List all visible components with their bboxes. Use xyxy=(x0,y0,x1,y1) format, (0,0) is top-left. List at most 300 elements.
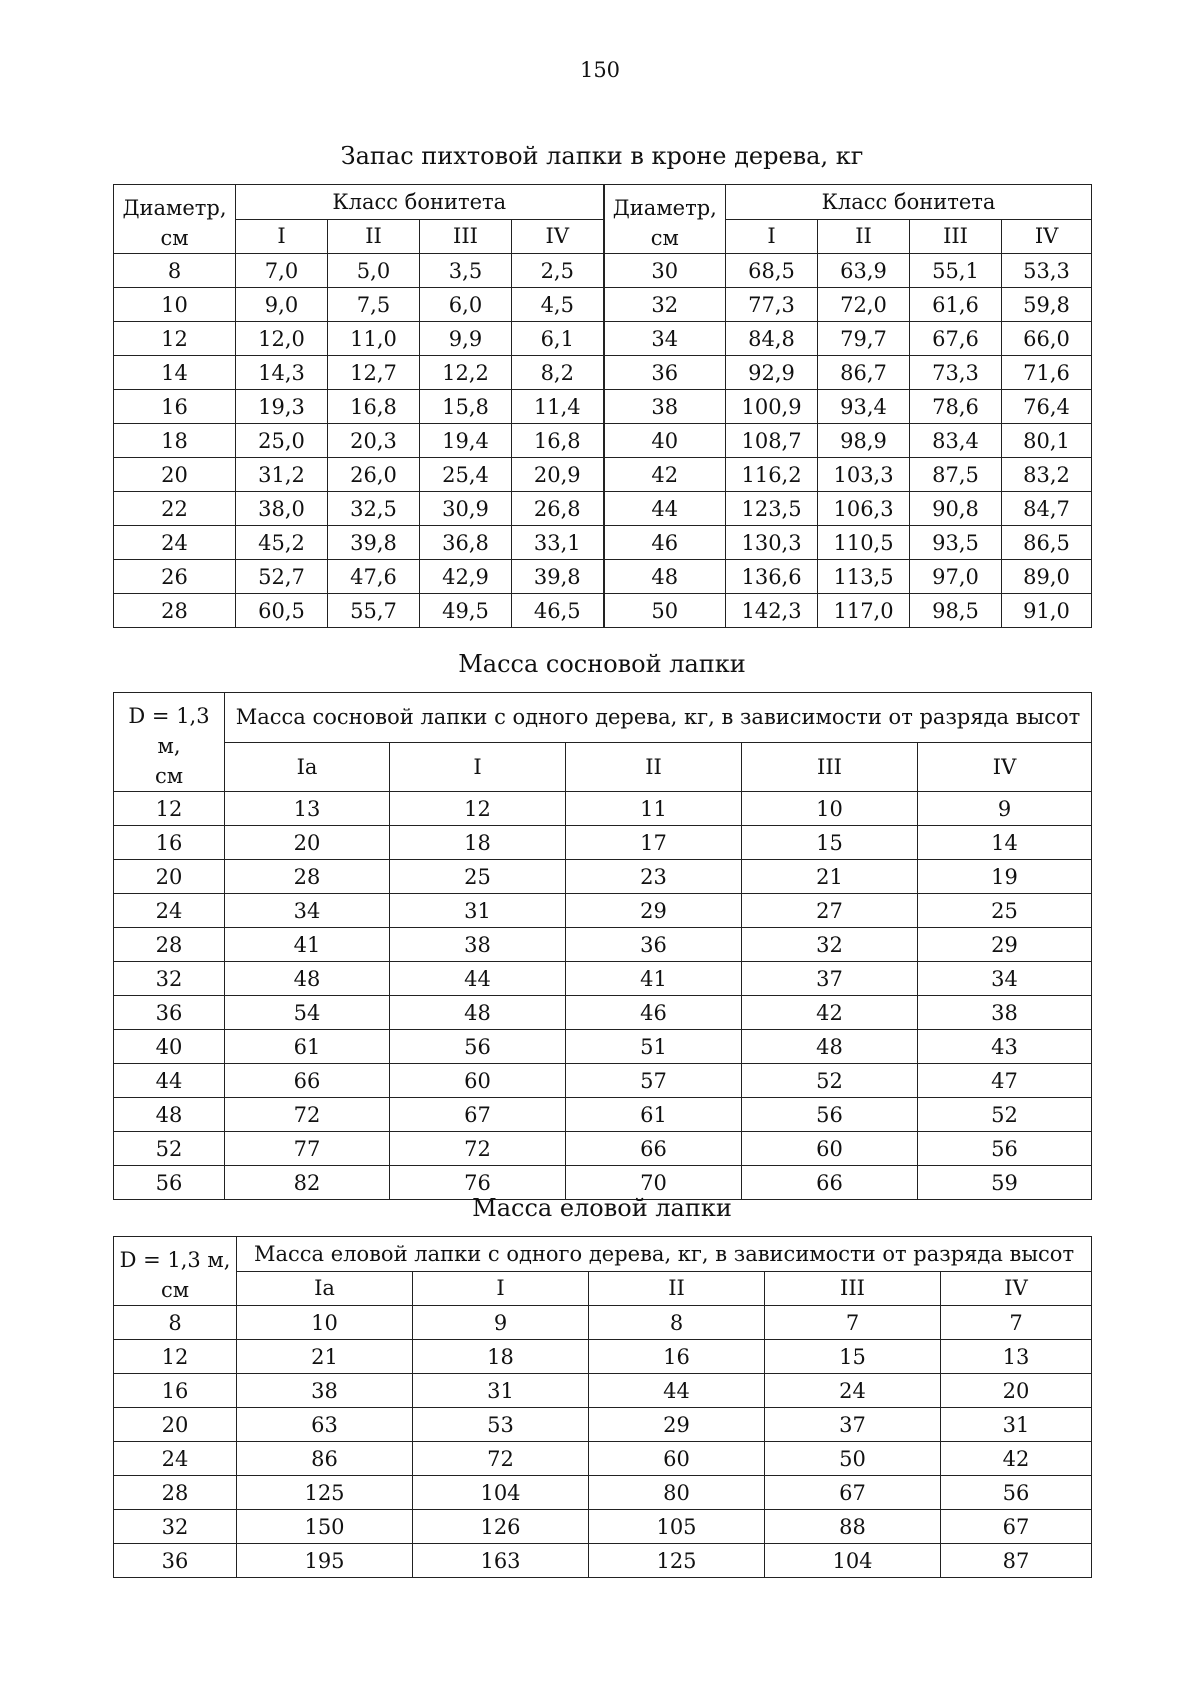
value-cell: 29 xyxy=(566,894,742,928)
diameter-cell: 44 xyxy=(604,492,726,526)
diameter-cell: 32 xyxy=(114,1510,237,1544)
value-cell: 50 xyxy=(765,1442,941,1476)
value-cell: 56 xyxy=(390,1030,566,1064)
value-cell: 56 xyxy=(742,1098,918,1132)
diameter-cell: 46 xyxy=(604,526,726,560)
fir-diameter-unit-left: см xyxy=(160,226,189,250)
value-cell: 91,0 xyxy=(1002,594,1092,628)
table-row xyxy=(114,1544,1092,1578)
value-cell: 12,0 xyxy=(236,322,328,356)
fir-class-header-left: Класс бонитета xyxy=(236,185,604,220)
spruce-mass-header: Масса еловой лапки с одного дерева, кг, в зависимости от разряда высот xyxy=(237,1237,1092,1272)
diameter-cell: 32 xyxy=(114,962,225,996)
value-cell: 126 xyxy=(413,1510,589,1544)
table-row xyxy=(114,356,1092,390)
diameter-cell: 24 xyxy=(114,526,236,560)
diameter-cell: 16 xyxy=(114,390,236,424)
value-cell: 103,3 xyxy=(818,458,910,492)
value-cell: 7,0 xyxy=(236,254,328,288)
value-cell: 27 xyxy=(742,894,918,928)
value-cell: 104 xyxy=(765,1544,941,1578)
value-cell: 67,6 xyxy=(910,322,1002,356)
value-cell: 3,5 xyxy=(420,254,512,288)
table-row xyxy=(114,1510,1092,1544)
value-cell: 110,5 xyxy=(818,526,910,560)
value-cell: 44 xyxy=(589,1374,765,1408)
value-cell: 15 xyxy=(742,826,918,860)
diameter-cell: 24 xyxy=(114,1442,237,1476)
value-cell: 13 xyxy=(225,792,390,826)
value-cell: 25,0 xyxy=(236,424,328,458)
fir-class-col: I xyxy=(236,219,328,254)
value-cell: 9,9 xyxy=(420,322,512,356)
fir-diameter-label-left: Диаметр, xyxy=(122,196,227,220)
diameter-cell: 8 xyxy=(114,254,236,288)
value-cell: 83,2 xyxy=(1002,458,1092,492)
value-cell: 12 xyxy=(390,792,566,826)
value-cell: 11,4 xyxy=(512,390,604,424)
value-cell: 86 xyxy=(237,1442,413,1476)
value-cell: 61 xyxy=(225,1030,390,1064)
value-cell: 93,5 xyxy=(910,526,1002,560)
value-cell: 19,3 xyxy=(236,390,328,424)
value-cell: 76 xyxy=(390,1166,566,1200)
table-row xyxy=(114,594,1092,628)
value-cell: 38,0 xyxy=(236,492,328,526)
diameter-cell: 56 xyxy=(114,1166,225,1200)
value-cell: 113,5 xyxy=(818,560,910,594)
diameter-cell: 28 xyxy=(114,594,236,628)
value-cell: 23 xyxy=(566,860,742,894)
value-cell: 84,7 xyxy=(1002,492,1092,526)
value-cell: 37 xyxy=(742,962,918,996)
value-cell: 63 xyxy=(237,1408,413,1442)
value-cell: 29 xyxy=(918,928,1092,962)
value-cell: 24 xyxy=(765,1374,941,1408)
value-cell: 42,9 xyxy=(420,560,512,594)
value-cell: 31 xyxy=(413,1374,589,1408)
value-cell: 52 xyxy=(742,1064,918,1098)
fir-class-col: III xyxy=(910,219,1002,254)
value-cell: 46 xyxy=(566,996,742,1030)
value-cell: 80,1 xyxy=(1002,424,1092,458)
value-cell: 31 xyxy=(941,1408,1092,1442)
value-cell: 18 xyxy=(413,1340,589,1374)
diameter-cell: 12 xyxy=(114,322,236,356)
value-cell: 33,1 xyxy=(512,526,604,560)
value-cell: 32,5 xyxy=(328,492,420,526)
value-cell: 25 xyxy=(390,860,566,894)
value-cell: 36 xyxy=(566,928,742,962)
value-cell: 21 xyxy=(742,860,918,894)
value-cell: 17 xyxy=(566,826,742,860)
value-cell: 70 xyxy=(566,1166,742,1200)
value-cell: 10 xyxy=(237,1306,413,1340)
table-row xyxy=(114,1374,1092,1408)
value-cell: 38 xyxy=(237,1374,413,1408)
pine-diameter-unit: см xyxy=(154,764,184,788)
value-cell: 6,0 xyxy=(420,288,512,322)
value-cell: 42 xyxy=(941,1442,1092,1476)
table-row xyxy=(114,322,1092,356)
value-cell: 16,8 xyxy=(328,390,420,424)
table-row xyxy=(114,1340,1092,1374)
value-cell: 77 xyxy=(225,1132,390,1166)
diameter-cell: 48 xyxy=(114,1098,225,1132)
diameter-cell: 42 xyxy=(604,458,726,492)
value-cell: 9 xyxy=(918,792,1092,826)
spruce-diameter-unit: см xyxy=(160,1278,190,1302)
table-row xyxy=(114,962,1092,996)
spruce-grade-col: Ia xyxy=(237,1271,413,1306)
table-row xyxy=(114,1476,1092,1510)
value-cell: 48 xyxy=(390,996,566,1030)
value-cell: 76,4 xyxy=(1002,390,1092,424)
value-cell: 7,5 xyxy=(328,288,420,322)
value-cell: 55,7 xyxy=(328,594,420,628)
value-cell: 86,5 xyxy=(1002,526,1092,560)
spruce-grade-col: II xyxy=(589,1271,765,1306)
value-cell: 18 xyxy=(390,826,566,860)
fir-class-col: IV xyxy=(1002,219,1092,254)
value-cell: 8,2 xyxy=(512,356,604,390)
value-cell: 41 xyxy=(225,928,390,962)
fir-diameter-header-left xyxy=(114,185,236,254)
value-cell: 52 xyxy=(918,1098,1092,1132)
value-cell: 41 xyxy=(566,962,742,996)
fir-class-col: IV xyxy=(512,219,604,254)
value-cell: 47,6 xyxy=(328,560,420,594)
value-cell: 31,2 xyxy=(236,458,328,492)
value-cell: 56 xyxy=(941,1476,1092,1510)
value-cell: 8 xyxy=(589,1306,765,1340)
value-cell: 89,0 xyxy=(1002,560,1092,594)
table-row xyxy=(114,1442,1092,1476)
diameter-cell: 14 xyxy=(114,356,236,390)
value-cell: 25,4 xyxy=(420,458,512,492)
value-cell: 16,8 xyxy=(512,424,604,458)
value-cell: 14,3 xyxy=(236,356,328,390)
value-cell: 29 xyxy=(589,1408,765,1442)
value-cell: 63,9 xyxy=(818,254,910,288)
fir-table-title: Запас пихтовой лапки в кроне дерева, кг xyxy=(340,142,864,170)
diameter-cell: 28 xyxy=(114,1476,237,1510)
value-cell: 39,8 xyxy=(328,526,420,560)
value-cell: 163 xyxy=(413,1544,589,1578)
value-cell: 66 xyxy=(566,1132,742,1166)
diameter-cell: 8 xyxy=(114,1306,237,1340)
value-cell: 117,0 xyxy=(818,594,910,628)
spruce-grade-col: IV xyxy=(941,1271,1092,1306)
value-cell: 93,4 xyxy=(818,390,910,424)
table-row xyxy=(114,860,1092,894)
value-cell: 59 xyxy=(918,1166,1092,1200)
value-cell: 116,2 xyxy=(726,458,818,492)
diameter-cell: 40 xyxy=(604,424,726,458)
value-cell: 51 xyxy=(566,1030,742,1064)
value-cell: 72 xyxy=(225,1098,390,1132)
pine-table-title: Масса сосновой лапки xyxy=(458,650,746,678)
value-cell: 45,2 xyxy=(236,526,328,560)
value-cell: 72,0 xyxy=(818,288,910,322)
value-cell: 61 xyxy=(566,1098,742,1132)
value-cell: 83,4 xyxy=(910,424,1002,458)
value-cell: 13 xyxy=(941,1340,1092,1374)
fir-diameter-label-right: Диаметр, xyxy=(612,196,717,220)
table-row xyxy=(114,288,1092,322)
diameter-cell: 18 xyxy=(114,424,236,458)
page-number: 150 xyxy=(579,58,621,82)
fir-diameter-unit-right: см xyxy=(650,226,679,250)
value-cell: 20 xyxy=(941,1374,1092,1408)
value-cell: 71,6 xyxy=(1002,356,1092,390)
value-cell: 11,0 xyxy=(328,322,420,356)
value-cell: 72 xyxy=(390,1132,566,1166)
value-cell: 5,0 xyxy=(328,254,420,288)
diameter-cell: 30 xyxy=(604,254,726,288)
value-cell: 32 xyxy=(742,928,918,962)
value-cell: 52,7 xyxy=(236,560,328,594)
diameter-cell: 36 xyxy=(604,356,726,390)
value-cell: 108,7 xyxy=(726,424,818,458)
value-cell: 79,7 xyxy=(818,322,910,356)
value-cell: 195 xyxy=(237,1544,413,1578)
table-row xyxy=(114,894,1092,928)
pine-grade-col: II xyxy=(566,742,742,792)
value-cell: 12,2 xyxy=(420,356,512,390)
diameter-cell: 12 xyxy=(114,1340,237,1374)
value-cell: 34 xyxy=(918,962,1092,996)
value-cell: 9 xyxy=(413,1306,589,1340)
value-cell: 19,4 xyxy=(420,424,512,458)
value-cell: 47 xyxy=(918,1064,1092,1098)
value-cell: 87 xyxy=(941,1544,1092,1578)
value-cell: 142,3 xyxy=(726,594,818,628)
table-row xyxy=(114,792,1092,826)
diameter-cell: 26 xyxy=(114,560,236,594)
value-cell: 34 xyxy=(225,894,390,928)
table-row xyxy=(114,996,1092,1030)
value-cell: 90,8 xyxy=(910,492,1002,526)
value-cell: 105 xyxy=(589,1510,765,1544)
pine-grade-col: III xyxy=(742,742,918,792)
value-cell: 82 xyxy=(225,1166,390,1200)
value-cell: 68,5 xyxy=(726,254,818,288)
value-cell: 72 xyxy=(413,1442,589,1476)
fir-class-col: III xyxy=(420,219,512,254)
value-cell: 26,0 xyxy=(328,458,420,492)
value-cell: 60 xyxy=(742,1132,918,1166)
diameter-cell: 40 xyxy=(114,1030,225,1064)
fir-class-col: II xyxy=(328,219,420,254)
table-row xyxy=(114,458,1092,492)
value-cell: 37 xyxy=(765,1408,941,1442)
value-cell: 60,5 xyxy=(236,594,328,628)
value-cell: 36,8 xyxy=(420,526,512,560)
value-cell: 12,7 xyxy=(328,356,420,390)
diameter-cell: 12 xyxy=(114,792,225,826)
value-cell: 10 xyxy=(742,792,918,826)
value-cell: 57 xyxy=(566,1064,742,1098)
value-cell: 20 xyxy=(225,826,390,860)
diameter-cell: 36 xyxy=(114,996,225,1030)
pine-grade-col: I xyxy=(390,742,566,792)
value-cell: 49,5 xyxy=(420,594,512,628)
diameter-cell: 22 xyxy=(114,492,236,526)
value-cell: 98,5 xyxy=(910,594,1002,628)
value-cell: 38 xyxy=(390,928,566,962)
value-cell: 106,3 xyxy=(818,492,910,526)
value-cell: 97,0 xyxy=(910,560,1002,594)
value-cell: 43 xyxy=(918,1030,1092,1064)
value-cell: 31 xyxy=(390,894,566,928)
value-cell: 15,8 xyxy=(420,390,512,424)
value-cell: 67 xyxy=(390,1098,566,1132)
fir-diameter-header-right xyxy=(604,185,726,254)
value-cell: 38 xyxy=(918,996,1092,1030)
value-cell: 84,8 xyxy=(726,322,818,356)
value-cell: 4,5 xyxy=(512,288,604,322)
value-cell: 77,3 xyxy=(726,288,818,322)
value-cell: 20,3 xyxy=(328,424,420,458)
value-cell: 66 xyxy=(742,1166,918,1200)
value-cell: 87,5 xyxy=(910,458,1002,492)
value-cell: 67 xyxy=(765,1476,941,1510)
value-cell: 6,1 xyxy=(512,322,604,356)
value-cell: 56 xyxy=(918,1132,1092,1166)
diameter-cell: 20 xyxy=(114,1408,237,1442)
table-row xyxy=(114,826,1092,860)
diameter-cell: 38 xyxy=(604,390,726,424)
value-cell: 60 xyxy=(390,1064,566,1098)
value-cell: 25 xyxy=(918,894,1092,928)
value-cell: 7 xyxy=(941,1306,1092,1340)
diameter-cell: 36 xyxy=(114,1544,237,1578)
value-cell: 59,8 xyxy=(1002,288,1092,322)
fir-table xyxy=(113,184,1092,628)
value-cell: 7 xyxy=(765,1306,941,1340)
diameter-cell: 50 xyxy=(604,594,726,628)
table-row xyxy=(114,1408,1092,1442)
value-cell: 78,6 xyxy=(910,390,1002,424)
spruce-diameter-header xyxy=(114,1237,237,1306)
pine-grade-col: IV xyxy=(918,742,1092,792)
value-cell: 26,8 xyxy=(512,492,604,526)
table-row xyxy=(114,1132,1092,1166)
value-cell: 21 xyxy=(237,1340,413,1374)
table-row xyxy=(114,1306,1092,1340)
value-cell: 28 xyxy=(225,860,390,894)
spruce-grade-col: III xyxy=(765,1271,941,1306)
value-cell: 123,5 xyxy=(726,492,818,526)
diameter-cell: 52 xyxy=(114,1132,225,1166)
value-cell: 67 xyxy=(941,1510,1092,1544)
value-cell: 73,3 xyxy=(910,356,1002,390)
table-row xyxy=(114,526,1092,560)
table-row xyxy=(114,928,1092,962)
fir-class-col: II xyxy=(818,219,910,254)
value-cell: 19 xyxy=(918,860,1092,894)
spruce-grade-col: I xyxy=(413,1271,589,1306)
table-row xyxy=(114,560,1092,594)
value-cell: 16 xyxy=(589,1340,765,1374)
table-row xyxy=(114,424,1092,458)
diameter-cell: 32 xyxy=(604,288,726,322)
pine-table xyxy=(113,692,1092,1200)
value-cell: 9,0 xyxy=(236,288,328,322)
table-row xyxy=(114,492,1092,526)
value-cell: 92,9 xyxy=(726,356,818,390)
table-row xyxy=(114,254,1092,288)
value-cell: 98,9 xyxy=(818,424,910,458)
pine-grade-col: Ia xyxy=(225,742,390,792)
value-cell: 130,3 xyxy=(726,526,818,560)
value-cell: 136,6 xyxy=(726,560,818,594)
value-cell: 2,5 xyxy=(512,254,604,288)
value-cell: 44 xyxy=(390,962,566,996)
value-cell: 30,9 xyxy=(420,492,512,526)
value-cell: 46,5 xyxy=(512,594,604,628)
value-cell: 55,1 xyxy=(910,254,1002,288)
table-row xyxy=(114,1098,1092,1132)
table-row xyxy=(114,390,1092,424)
diameter-cell: 20 xyxy=(114,458,236,492)
value-cell: 125 xyxy=(237,1476,413,1510)
value-cell: 125 xyxy=(589,1544,765,1578)
diameter-cell: 24 xyxy=(114,894,225,928)
spruce-diameter-label: D = 1,3 м, xyxy=(119,1248,231,1272)
value-cell: 66 xyxy=(225,1064,390,1098)
fir-class-header-right: Класс бонитета xyxy=(726,185,1092,220)
diameter-cell: 10 xyxy=(114,288,236,322)
value-cell: 48 xyxy=(225,962,390,996)
value-cell: 60 xyxy=(589,1442,765,1476)
value-cell: 53,3 xyxy=(1002,254,1092,288)
pine-diameter-header xyxy=(114,693,225,792)
value-cell: 48 xyxy=(742,1030,918,1064)
value-cell: 66,0 xyxy=(1002,322,1092,356)
value-cell: 11 xyxy=(566,792,742,826)
value-cell: 54 xyxy=(225,996,390,1030)
spruce-table-title: Масса еловой лапки xyxy=(472,1194,732,1222)
value-cell: 61,6 xyxy=(910,288,1002,322)
value-cell: 20,9 xyxy=(512,458,604,492)
pine-diameter-label: D = 1,3 м, xyxy=(128,704,210,758)
value-cell: 104 xyxy=(413,1476,589,1510)
diameter-cell: 44 xyxy=(114,1064,225,1098)
value-cell: 86,7 xyxy=(818,356,910,390)
value-cell: 14 xyxy=(918,826,1092,860)
table-row xyxy=(114,1064,1092,1098)
spruce-table xyxy=(113,1236,1092,1578)
diameter-cell: 20 xyxy=(114,860,225,894)
value-cell: 15 xyxy=(765,1340,941,1374)
value-cell: 80 xyxy=(589,1476,765,1510)
diameter-cell: 16 xyxy=(114,1374,237,1408)
diameter-cell: 48 xyxy=(604,560,726,594)
value-cell: 39,8 xyxy=(512,560,604,594)
value-cell: 42 xyxy=(742,996,918,1030)
diameter-cell: 34 xyxy=(604,322,726,356)
fir-class-col: I xyxy=(726,219,818,254)
value-cell: 150 xyxy=(237,1510,413,1544)
value-cell: 53 xyxy=(413,1408,589,1442)
diameter-cell: 16 xyxy=(114,826,225,860)
pine-mass-header: Масса сосновой лапки с одного дерева, кг, в зависимости от разряда высот xyxy=(225,693,1092,743)
value-cell: 100,9 xyxy=(726,390,818,424)
value-cell: 88 xyxy=(765,1510,941,1544)
table-row xyxy=(114,1030,1092,1064)
